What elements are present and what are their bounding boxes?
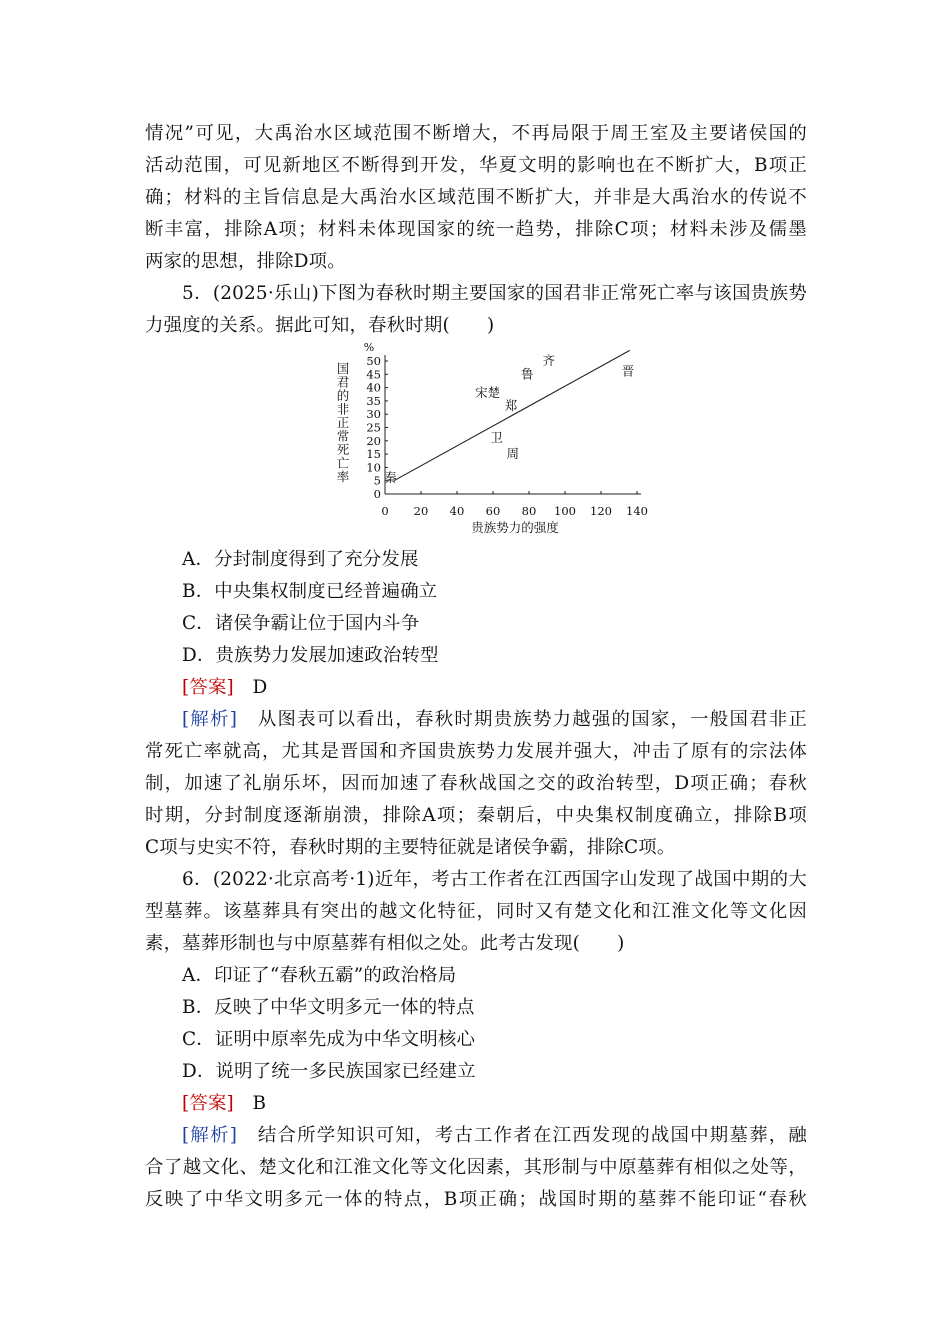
y-axis-label-char: 正 bbox=[336, 415, 350, 430]
y-tick-label: 40 bbox=[366, 380, 381, 395]
analysis-line: 时期，分封制度逐渐崩溃，排除A项；秦朝后，中央集权制度确立，排除B项 bbox=[145, 805, 807, 826]
option-b: B．反映了中华文明多元一体的特点 bbox=[182, 997, 475, 1018]
y-axis-label-char: 率 bbox=[336, 469, 350, 484]
y-tick-label: 20 bbox=[366, 433, 381, 448]
x-tick-label: 140 bbox=[626, 504, 648, 518]
y-tick-label: 25 bbox=[366, 420, 381, 435]
analysis-line: 反映了中华文明多元一体的特点，B项正确；战国时期的墓葬不能印证“春秋 bbox=[145, 1189, 807, 1210]
analysis-label: [解析] bbox=[182, 1125, 238, 1146]
option-c: C．诸侯争霸让位于国内斗争 bbox=[182, 613, 420, 634]
answer-line bbox=[145, 672, 807, 704]
y-tick-label: 10 bbox=[366, 460, 381, 475]
option-a: A．分封制度得到了充分发展 bbox=[182, 549, 419, 570]
question-stem: 6．(2022·北京高考·1)近年，考古工作者在江西国字山发现了战国中期的大 bbox=[182, 869, 807, 890]
question-stem: 力强度的关系。据此可知，春秋时期( ) bbox=[145, 315, 495, 336]
point-label: 鲁 bbox=[520, 366, 534, 382]
answer-label: [答案] bbox=[182, 1093, 234, 1114]
y-tick-label: 35 bbox=[366, 393, 381, 408]
option-b: B．中央集权制度已经普遍确立 bbox=[182, 581, 438, 602]
point-label: 宋楚 bbox=[475, 384, 501, 400]
analysis-line: 常死亡率就高，尤其是晋国和齐国贵族势力发展并强大，冲击了原有的宗法体 bbox=[145, 741, 807, 762]
y-axis-label-char: 非 bbox=[336, 401, 350, 417]
analysis-line bbox=[145, 704, 807, 736]
trend-line bbox=[394, 350, 630, 480]
x-tick-label: 120 bbox=[590, 504, 612, 518]
point-label: 卫 bbox=[490, 430, 503, 446]
y-tick-label: 45 bbox=[366, 367, 381, 382]
option-d: D．贵族势力发展加速政治转型 bbox=[182, 645, 439, 666]
previous-analysis bbox=[145, 118, 807, 278]
analysis-line: 制，加速了礼崩乐坏，因而加速了春秋战国之交的政治转型，D项正确；春秋 bbox=[145, 773, 807, 794]
y-tick-label: 5 bbox=[373, 473, 381, 488]
question-stem: 素，墓葬形制也与中原墓葬有相似之处。此考古发现( ) bbox=[145, 933, 625, 954]
x-tick-label: 80 bbox=[521, 504, 537, 518]
question-stem: 型墓葬。该墓葬具有突出的越文化特征，同时又有楚文化和江淮文化等文化因 bbox=[145, 901, 807, 922]
option-c: C．证明中原率先成为中华文明核心 bbox=[182, 1029, 476, 1050]
analysis-line: 合了越文化、楚文化和江淮文化等文化因素，其形制与中原墓葬有相似之处等， bbox=[145, 1157, 807, 1178]
scatter-chart bbox=[333, 342, 663, 544]
y-axis-label-char: 的 bbox=[336, 388, 350, 403]
analysis-line bbox=[145, 1120, 807, 1152]
analysis-line: 活动范围，可见新地区不断得到开发，华夏文明的影响也在不断扩大，B项正 bbox=[145, 155, 807, 176]
point-label: 秦 bbox=[384, 470, 397, 486]
analysis-text: 结合所学知识可知，考古工作者在江西发现的战国中期墓葬，融 bbox=[257, 1125, 808, 1146]
question-5 bbox=[145, 278, 807, 864]
point-label: 周 bbox=[506, 446, 520, 462]
analysis-line: 两家的思想，排除D项。 bbox=[145, 251, 346, 272]
analysis-line: 情况”可见，大禹治水区域范围不断增大，不再局限于周王室及主要诸侯国的 bbox=[145, 123, 807, 144]
y-tick-label: 15 bbox=[366, 447, 381, 462]
analysis-line: 确；材料的主旨信息是大禹治水区域范围不断扩大，并非是大禹治水的传说不 bbox=[145, 187, 807, 208]
analysis-line: C项与史实不符，春秋时期的主要特征就是诸侯争霸，排除C项。 bbox=[145, 837, 676, 858]
y-unit-label: % bbox=[363, 342, 375, 354]
x-tick-label: 0 bbox=[381, 504, 389, 518]
answer-value: D bbox=[252, 677, 268, 698]
option-d: D．说明了统一多民族国家已经建立 bbox=[182, 1061, 476, 1082]
y-tick-label: 0 bbox=[373, 487, 381, 501]
y-axis-label-char: 亡 bbox=[336, 455, 350, 471]
question-stem: 5．(2025·乐山)下图为春秋时期主要国家的国君非正常死亡率与该国贵族势 bbox=[182, 283, 807, 304]
x-tick-label: 100 bbox=[554, 504, 576, 518]
y-axis-label-char: 常 bbox=[336, 428, 350, 444]
analysis-label: [解析] bbox=[182, 709, 238, 730]
x-tick-label: 60 bbox=[485, 504, 501, 518]
x-tick-label: 40 bbox=[449, 504, 465, 518]
analysis-line: 断丰富，排除A项；材料未体现国家的统一趋势，排除C项；材料未涉及儒墨 bbox=[145, 219, 807, 240]
x-axis-label: 贵族势力的强度 bbox=[471, 520, 559, 535]
x-tick-label: 20 bbox=[413, 504, 429, 518]
point-label: 齐 bbox=[542, 353, 556, 368]
y-axis-label-char: 国 bbox=[336, 361, 350, 376]
answer-label: [答案] bbox=[182, 677, 234, 698]
option-a: A．印证了“春秋五霸”的政治格局 bbox=[182, 965, 457, 986]
point-label: 晋 bbox=[621, 363, 635, 379]
y-axis-label-char: 君 bbox=[336, 374, 350, 390]
answer-line bbox=[145, 1088, 807, 1120]
y-tick-label: 50 bbox=[366, 354, 381, 368]
document-page bbox=[145, 118, 807, 1216]
analysis-text: 从图表可以看出，春秋时期贵族势力越强的国家，一般国君非正 bbox=[257, 709, 808, 730]
question-6 bbox=[145, 864, 807, 1216]
chart-figure bbox=[145, 342, 807, 544]
answer-value: B bbox=[252, 1093, 267, 1114]
y-tick-label: 30 bbox=[366, 407, 381, 422]
y-axis-label-char: 死 bbox=[336, 442, 350, 457]
point-label: 郑 bbox=[504, 398, 518, 414]
